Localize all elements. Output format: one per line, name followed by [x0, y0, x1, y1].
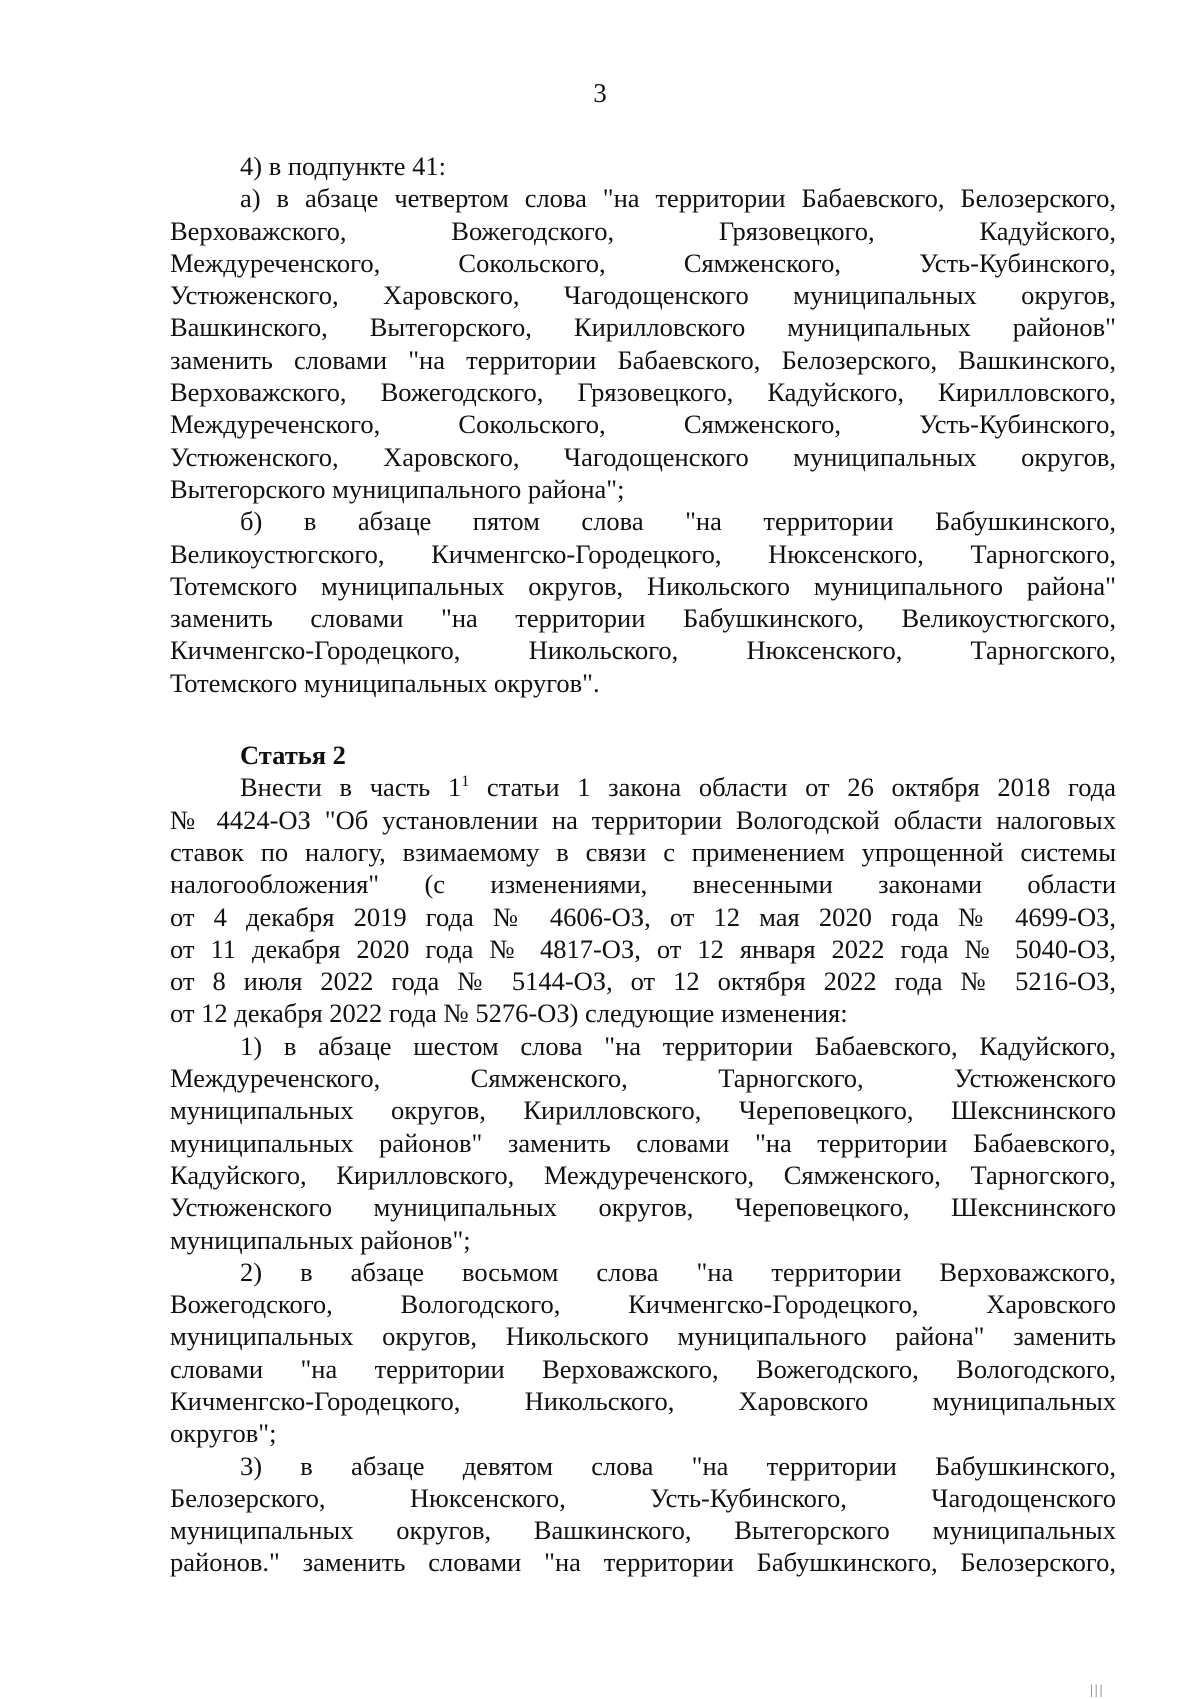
text-line: б) в абзаце пятом слова "на территории Бабушкинского,: [240, 506, 1116, 537]
text-line: Вожегодского, Вологодского, Кичменгско-Городецкого, Харовского: [170, 1289, 1116, 1320]
text-line: Междуреченского, Сямженского, Тарногского, Устюженского: [170, 1063, 1116, 1094]
text-line: Устюженского, Харовского, Чагодощенского муниципальных округов,: [170, 441, 1116, 472]
text-line: Устюженского, Харовского, Чагодощенского муниципальных округов,: [170, 280, 1116, 311]
text-line: 4) в подпункте 41:: [240, 151, 446, 181]
text-line: Великоустюгского, Кичменгско-Городецкого, Нюксенского, Тарногского,: [170, 538, 1116, 569]
text-line: заменить словами "на территории Бабушкинского, Великоустюгского,: [170, 603, 1116, 634]
text-line: Верховажского, Вожегодского, Грязовецкого, Кадуйского,: [170, 215, 1116, 246]
page-number: 3: [593, 78, 607, 108]
text-line: Тотемского муниципальных округов".: [170, 667, 600, 698]
text-line: заменить словами "на территории Бабаевского, Белозерского, Вашкинского,: [170, 344, 1116, 375]
intro-before-superscript: Внести в часть 1: [240, 772, 462, 803]
text-line: 2) в абзаце восьмом слова "на территории Верховажского,: [240, 1256, 1116, 1287]
text-line: Кичменгско-Городецкого, Никольского, Нюксенского, Тарногского,: [170, 635, 1116, 666]
text-line: Междуреченского, Сокольского, Сямженского, Усть-Кубинского,: [170, 247, 1116, 278]
text-line: Вашкинского, Вытегорского, Кирилловского муниципальных районов": [170, 312, 1116, 343]
text-line: Вытегорского муниципального района";: [170, 473, 625, 504]
intro-superscript: 1: [461, 773, 470, 791]
text-line: Белозерского, Нюксенского, Усть-Кубинского, Чагодощенского: [170, 1482, 1116, 1513]
article-2-intro-line: [170, 771, 1116, 803]
text-line: Тотемского муниципальных округов, Никольского муниципального района": [170, 570, 1116, 601]
text-line: от 11 декабря 2020 года № 4817-ОЗ, от 12 января 2022 года № 5040-ОЗ,: [170, 933, 1116, 964]
text-line: муниципальных округов, Вашкинского, Вытегорского муниципальных: [170, 1515, 1116, 1546]
text-line: от 8 июля 2022 года № 5144-ОЗ, от 12 октября 2022 года № 5216-ОЗ,: [170, 966, 1116, 997]
text-line: от 12 декабря 2022 года № 5276-ОЗ) следующие изменения:: [170, 998, 848, 1029]
text-line: ставок по налогу, взимаемому в связи с применением упрощенной системы: [170, 836, 1116, 867]
text-line: № 4424-ОЗ "Об установлении на территории Вологодской области налоговых: [170, 804, 1116, 835]
scan-artifact: |||: [1090, 1683, 1105, 1698]
text-line: муниципальных районов" заменить словами "на территории Бабаевского,: [170, 1127, 1116, 1158]
text-line: а) в абзаце четвертом слова "на территории Бабаевского, Белозерского,: [240, 183, 1116, 214]
text-line: словами "на территории Верховажского, Вожегодского, Вологодского,: [170, 1353, 1116, 1384]
text-line: от 4 декабря 2019 года № 4606-ОЗ, от 12 мая 2020 года № 4699-ОЗ,: [170, 901, 1116, 932]
section-spacer: [170, 699, 1116, 739]
text-line: 1) в абзаце шестом слова "на территории Бабаевского, Кадуйского,: [240, 1030, 1116, 1061]
document-body: [170, 150, 1116, 1579]
text-line: Кадуйского, Кирилловского, Междуреченского, Сямженского, Тарногского,: [170, 1159, 1116, 1190]
text-line: округов";: [170, 1418, 277, 1449]
text-line: районов." заменить словами "на территории Бабушкинского, Белозерского,: [170, 1547, 1116, 1578]
text-line: 3) в абзаце девятом слова "на территории Бабушкинского,: [240, 1450, 1116, 1481]
text-line: муниципальных районов";: [170, 1224, 471, 1255]
article-1-continuation: [170, 150, 1116, 699]
article-heading: Статья 2: [240, 740, 346, 771]
article-2-body: [170, 804, 1116, 1579]
text-line: муниципальных округов, Кирилловского, Череповецкого, Шекснинского: [170, 1095, 1116, 1126]
text-line: налогообложения" (с изменениями, внесенными законами области: [170, 869, 1116, 900]
text-line: Устюженского муниципальных округов, Череповецкого, Шекснинского: [170, 1192, 1116, 1223]
text-line: Кичменгско-Городецкого, Никольского, Харовского муниципальных: [170, 1385, 1116, 1416]
text-line: Верховажского, Вожегодского, Грязовецкого, Кадуйского, Кирилловского,: [170, 377, 1116, 408]
text-line: Междуреченского, Сокольского, Сямженского, Усть-Кубинского,: [170, 409, 1116, 440]
intro-after-superscript: статьи 1 закона области от 26 октября 2018 года: [469, 772, 1116, 803]
text-line: муниципальных округов, Никольского муниципального района" заменить: [170, 1321, 1116, 1352]
